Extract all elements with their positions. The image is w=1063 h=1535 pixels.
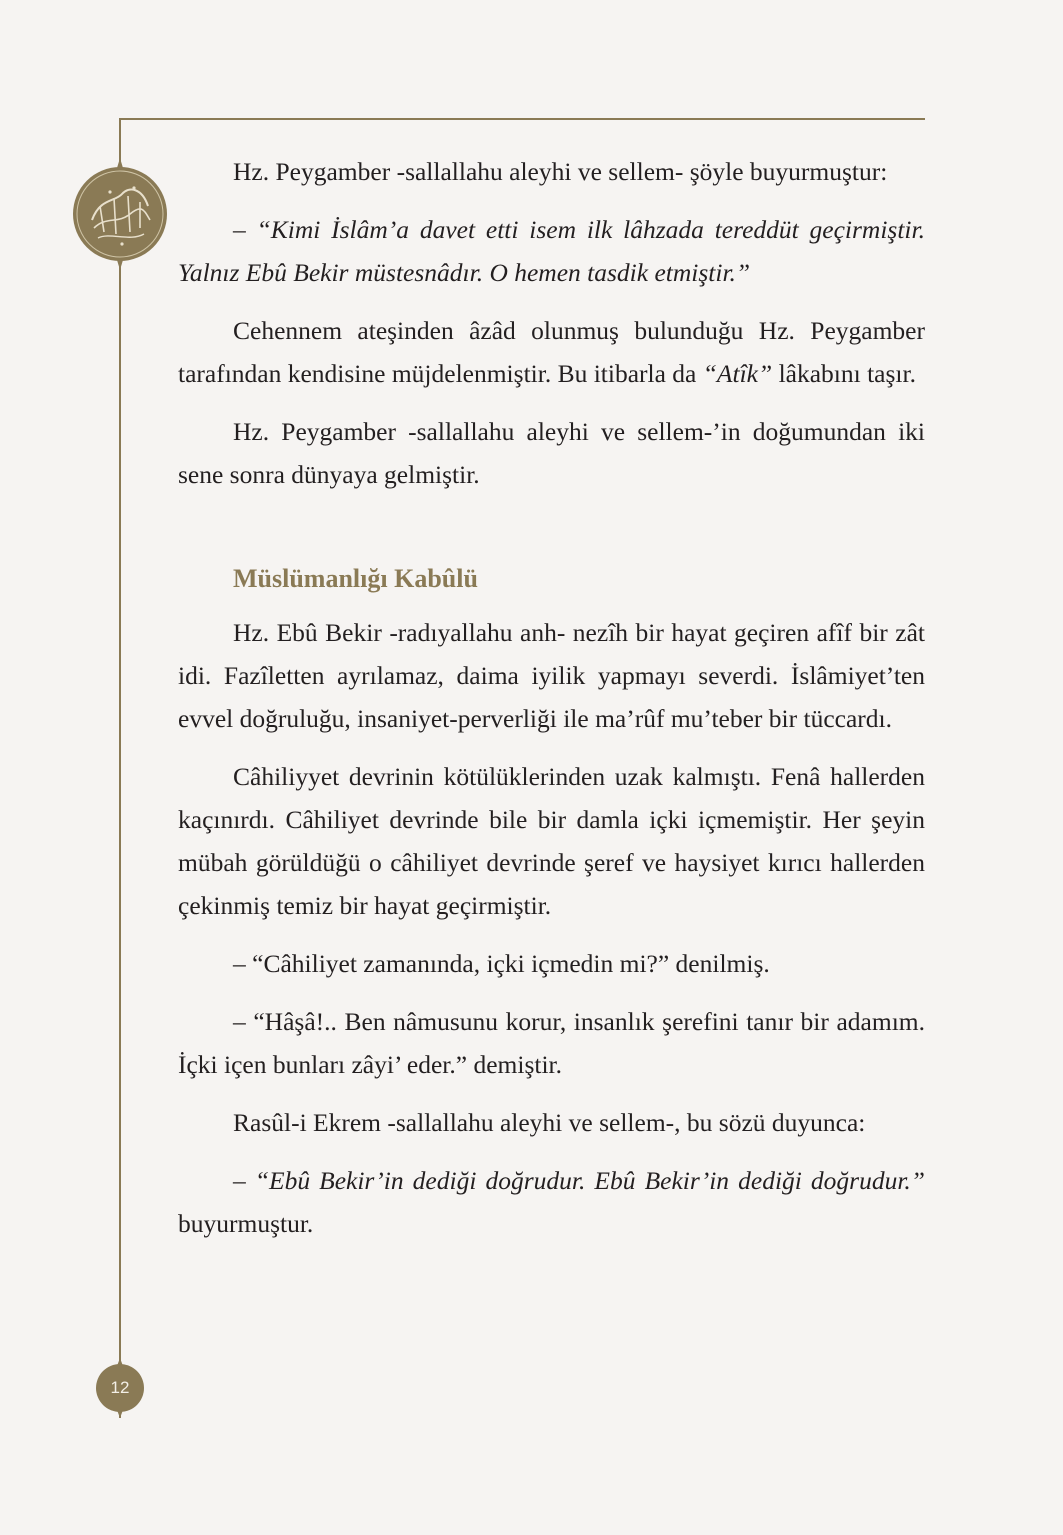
atik-title: “Atîk” bbox=[702, 359, 773, 388]
page-number: 12 bbox=[110, 1378, 130, 1397]
paragraph-7: – “Câhiliyet zamanında, içki içmedin mi?” denilmiş. bbox=[233, 949, 770, 978]
paragraph-4: Hz. Peygamber -sallallahu aleyhi ve sellem-’in doğumundan iki sene sonra dünyaya gelmiştir. bbox=[178, 417, 925, 489]
section-heading: Müslümanlığı Kabûlü bbox=[233, 564, 478, 593]
paragraph-1: Hz. Peygamber -sallallahu aleyhi ve sellem- şöyle buyurmuştur: bbox=[233, 157, 888, 186]
paragraph-9: Rasûl-i Ekrem -sallallahu aleyhi ve sellem-, bu sözü duyunca: bbox=[233, 1108, 866, 1137]
calligraphy-medallion-icon bbox=[70, 158, 170, 270]
paragraph-6: Câhiliyyet devrinin kötülüklerinden uzak kalmıştı. Fenâ hallerden kaçınırdı. Câhiliyet devrinde bile bir damla içki içmemiştir. Her şeyin mübah görüldüğü o câhiliyet devrinde şeref ve haysiyet kırıcı hallerden çekinmiş temiz bir hayat geçirmiştir. bbox=[178, 762, 925, 920]
paragraph-3-start: Cehennem ateşinden âzâd olunmuş bulunduğu Hz. Peygamber tarafından kendisine müjdelenmiştir. Bu itibarla da bbox=[178, 316, 925, 388]
paragraph-3 bbox=[178, 309, 925, 395]
quote-text: “Ebû Bekir’in dediği doğrudur. Ebû Bekir’in dediği doğrudur.” bbox=[254, 1166, 925, 1195]
frame-top-rule bbox=[119, 118, 925, 120]
paragraph-5: Hz. Ebû Bekir -radıyallahu anh- nezîh bir hayat geçiren afîf bir zât idi. Fazîletten ayrılamaz, daima iyilik yapmayı severdi. İslâmiyet’ten evvel doğruluğu, insaniyet-perverliği ile ma’rûf mu’teber bir tüccardı. bbox=[178, 618, 925, 733]
quote-dash: – bbox=[233, 215, 257, 244]
quote-dash: – bbox=[233, 1166, 255, 1195]
paragraph-3-end: lâkabını taşır. bbox=[772, 359, 916, 388]
paragraph-2 bbox=[178, 208, 925, 294]
quote-text: “Kimi İslâm’a davet etti isem ilk lâhzada tereddüt geçirmiştir. Yalnız Ebû Bekir müstesnâdır. O hemen tasdik etmiştir.” bbox=[178, 215, 925, 287]
paragraph-8: – “Hâşâ!.. Ben nâmusunu korur, insanlık şerefini tanır bir adamım. İçki içen bunları zâyi’ eder.” demiştir. bbox=[178, 1007, 925, 1079]
page-body bbox=[178, 150, 925, 1260]
paragraph-10-end: buyurmuştur. bbox=[178, 1209, 314, 1238]
frame-left-rule bbox=[119, 118, 121, 1418]
paragraph-10 bbox=[178, 1159, 925, 1245]
